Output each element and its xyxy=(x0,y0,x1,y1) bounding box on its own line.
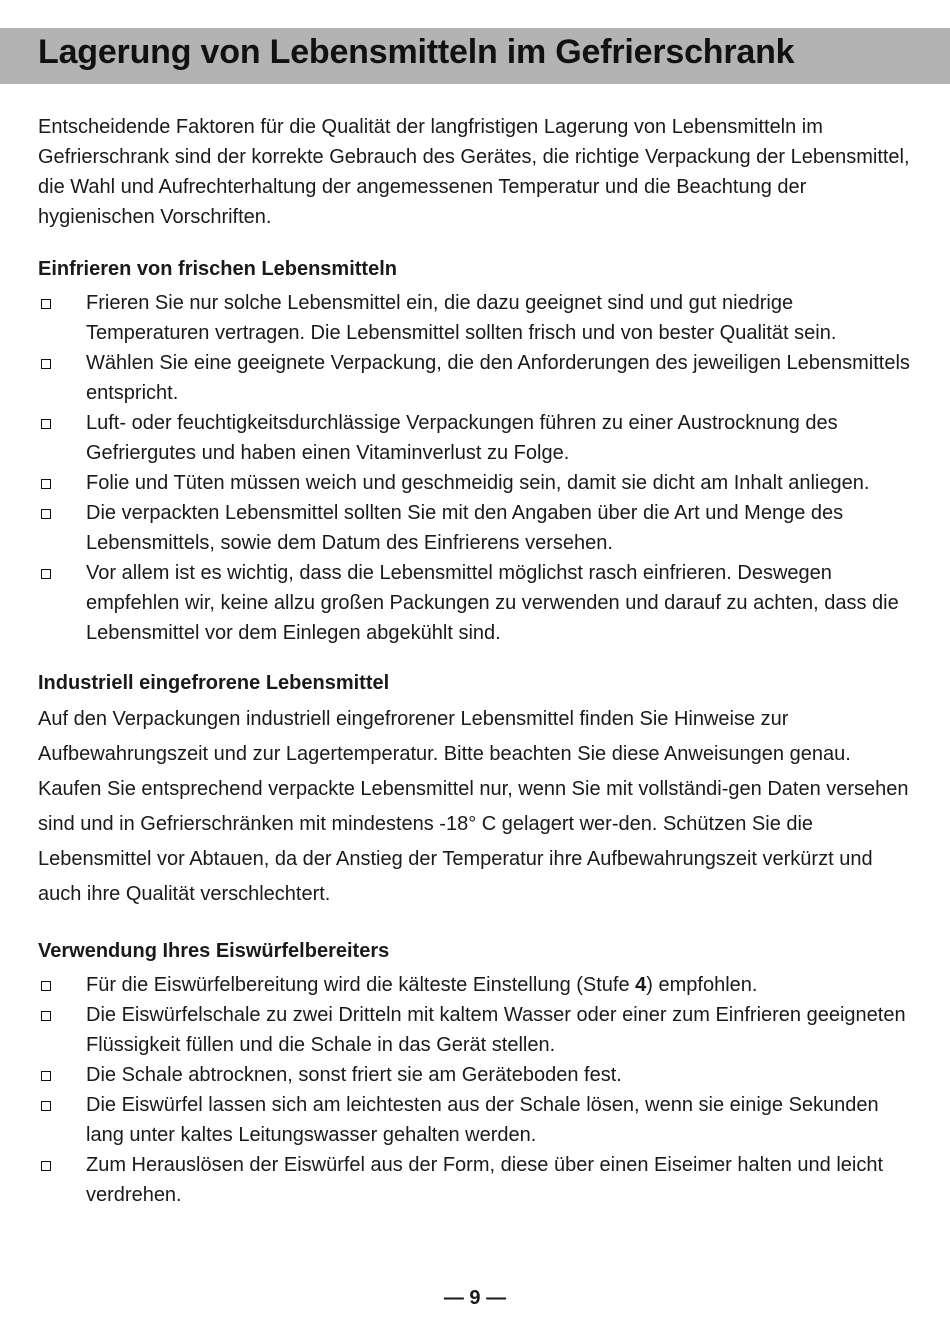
section-heading-industrial-frozen: Industriell eingefrorene Lebensmittel xyxy=(38,672,390,694)
ice-maker-list xyxy=(38,970,918,1210)
list-item: Folie und Tüten müssen weich und geschmeidig sein, damit sie dicht am Inhalt anliegen. xyxy=(38,468,918,498)
list-item: Luft- oder feuchtigkeitsdurchlässige Verpackungen führen zu einer Austrocknung des Gefriergutes und haben einen Vitaminverlust zu Folge. xyxy=(38,408,918,468)
checkbox-bullet-icon xyxy=(41,509,51,519)
page-title: Lagerung von Lebensmitteln im Gefrierschrank xyxy=(38,33,795,71)
list-item: Frieren Sie nur solche Lebensmittel ein, die dazu geeignet sind und gut niedrige Temperaturen vertragen. Die Lebensmittel sollten frisch und von bester Qualität sein. xyxy=(38,288,918,348)
list-item: Die Schale abtrocknen, sonst friert sie am Geräteboden fest. xyxy=(38,1060,918,1090)
list-item: Die verpackten Lebensmittel sollten Sie mit den Angaben über die Art und Menge des Lebensmittels, sowie dem Datum des Einfrierens versehen. xyxy=(38,498,918,558)
checkbox-bullet-icon xyxy=(41,299,51,309)
intro-paragraph: Entscheidende Faktoren für die Qualität der langfristigen Lagerung von Lebensmitteln im Gefrierschrank sind der korrekte Gebrauch des Gerätes, die richtige Verpackung der Lebensmittel, die Wahl und Aufrechterhaltung der angemessenen Temperatur und die Beachtung der hygienischen Vorschriften. xyxy=(38,116,910,228)
checkbox-bullet-icon xyxy=(41,1071,51,1081)
checkbox-bullet-icon xyxy=(41,569,51,579)
checkbox-bullet-icon xyxy=(41,1101,51,1111)
page-number: — 9 — xyxy=(443,1287,507,1309)
list-item: Die Eiswürfelschale zu zwei Dritteln mit kaltem Wasser oder einer zum Einfrieren geeigneten Flüssigkeit füllen und die Schale in das Gerät stellen. xyxy=(38,1000,918,1060)
list-item: Für die Eiswürfelbereitung wird die kälteste Einstellung (Stufe 4) empfohlen. xyxy=(38,970,918,1000)
checkbox-bullet-icon xyxy=(41,1161,51,1171)
checkbox-bullet-icon xyxy=(41,479,51,489)
list-item: Wählen Sie eine geeignete Verpackung, die den Anforderungen des jeweiligen Lebensmittels entspricht. xyxy=(38,348,918,408)
list-item: Zum Herauslösen der Eiswürfel aus der Form, diese über einen Eiseimer halten und leicht verdrehen. xyxy=(38,1150,918,1210)
list-item: Vor allem ist es wichtig, dass die Lebensmittel möglichst rasch einfrieren. Deswegen empfehlen wir, keine allzu großen Packungen zu verwenden und darauf zu achten, dass die Lebensmittel vor dem Einlegen abgekühlt sind. xyxy=(38,558,918,648)
checkbox-bullet-icon xyxy=(41,1011,51,1021)
list-item: Die Eiswürfel lassen sich am leichtesten aus der Schale lösen, wenn sie einige Sekunden lang unter kaltes Leitungswasser gehalten werden. xyxy=(38,1090,918,1150)
level-value: 4 xyxy=(635,974,647,996)
section-heading-fresh-food: Einfrieren von frischen Lebensmitteln xyxy=(38,258,397,280)
checkbox-bullet-icon xyxy=(41,359,51,369)
industrial-frozen-paragraph: Auf den Verpackungen industriell eingefrorener Lebensmittel finden Sie Hinweise zur Aufbewahrungszeit und zur Lagertemperatur. Bitte beachten Sie diese Anweisungen genau. Kaufen Sie entsprechend verpackte Lebensmittel nur, wenn Sie mit vollständi-gen Daten versehen sind und in Gefrierschränken mit mindestens -18° C gelagert wer-den. Schützen Sie die Lebensmittel vor Abtauen, da der Anstieg der Temperatur ihre Aufbewahrungszeit verkürzt und auch ihre Qualität verschlechtert. xyxy=(38,708,909,905)
checkbox-bullet-icon xyxy=(41,981,51,991)
page-content xyxy=(38,112,918,1230)
checkbox-bullet-icon xyxy=(41,419,51,429)
fresh-food-list xyxy=(38,288,918,648)
title-bar xyxy=(0,28,950,84)
section-heading-ice-maker: Verwendung Ihres Eiswürfelbereiters xyxy=(38,940,390,962)
